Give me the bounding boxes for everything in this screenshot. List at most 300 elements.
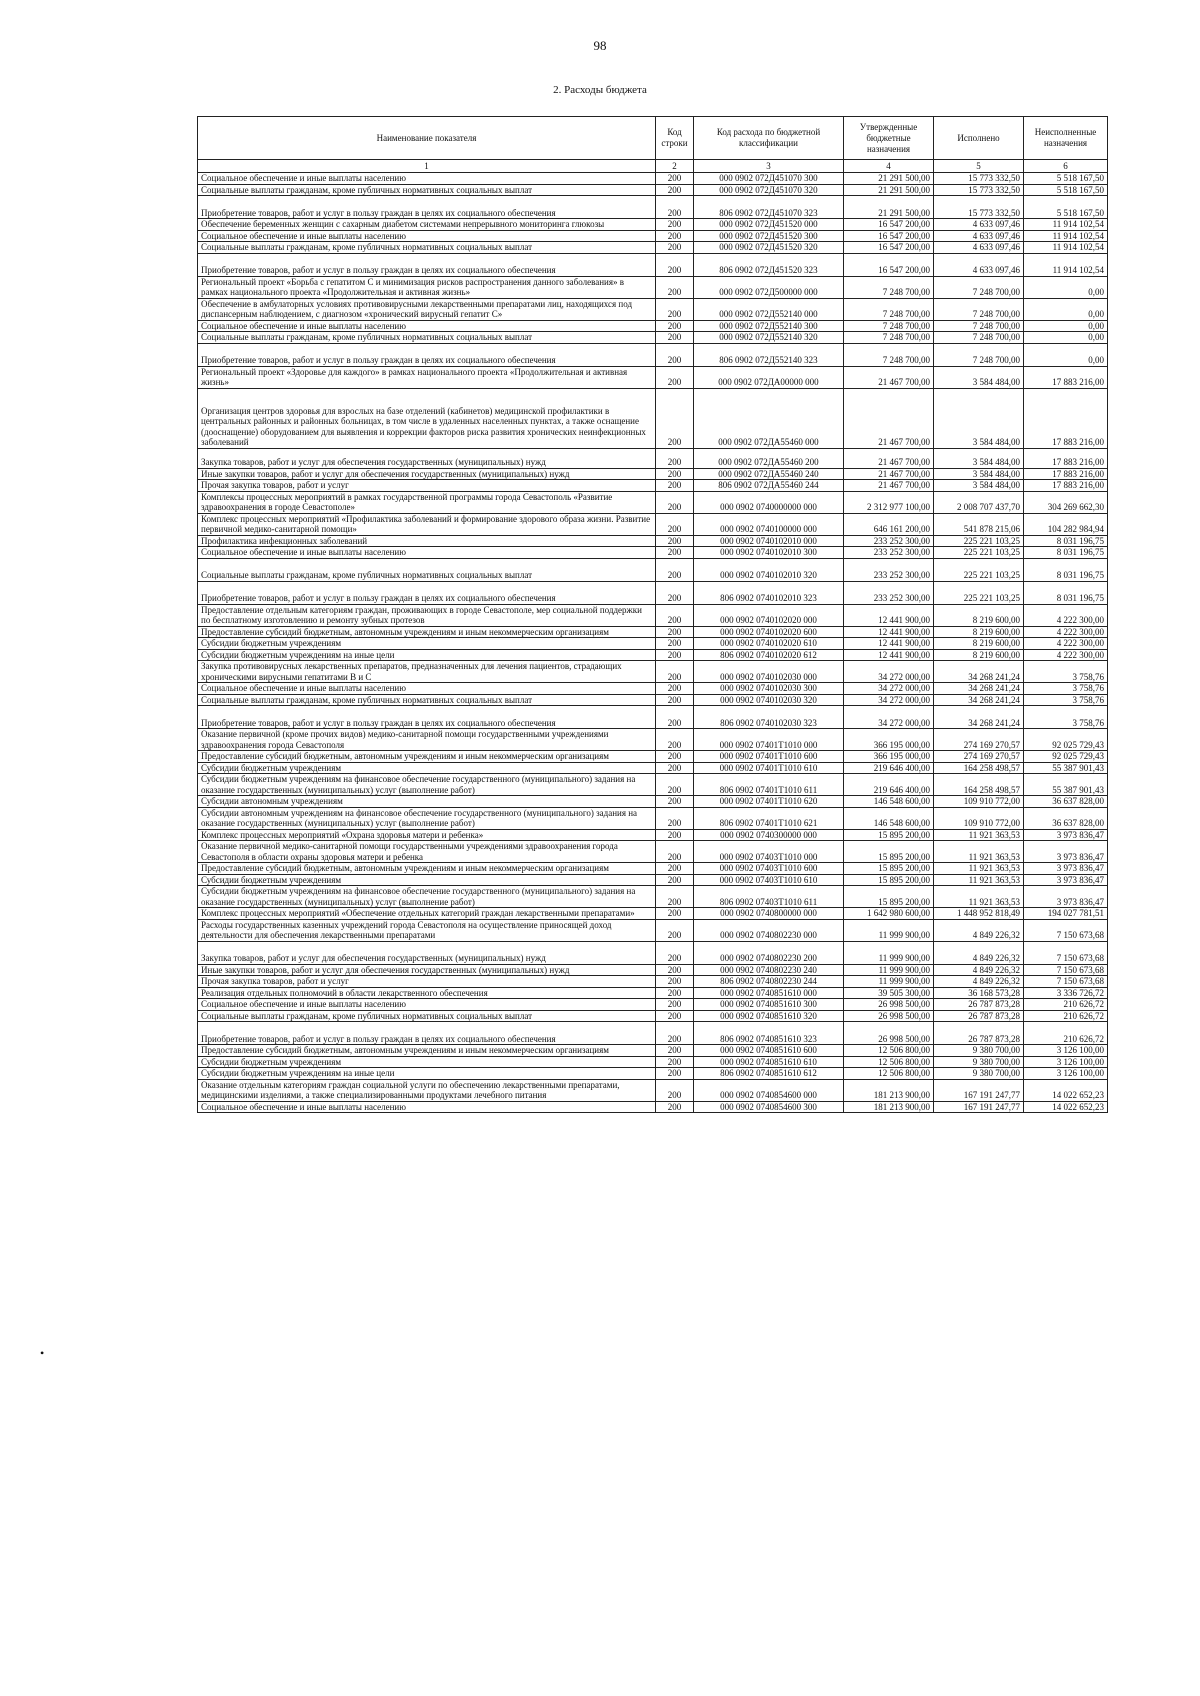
row-kbk-cell: 000 0902 0740802230 240: [694, 964, 844, 976]
row-executed-cell: 34 268 241,24: [934, 683, 1024, 695]
row-unexecuted-cell: 55 387 901,43: [1024, 774, 1108, 796]
row-approved-cell: 12 441 900,00: [844, 626, 934, 638]
row-unexecuted-cell: 3 126 100,00: [1024, 1045, 1108, 1057]
row-executed-cell: 26 787 873,28: [934, 1010, 1024, 1022]
row-approved-cell: 15 895 200,00: [844, 829, 934, 841]
row-code-cell: 200: [656, 343, 694, 366]
row-kbk-cell: 000 0902 07401Т1010 610: [694, 762, 844, 774]
row-name-cell: Социальные выплаты гражданам, кроме публичных нормативных социальных выплат: [198, 184, 656, 196]
row-name-cell: Социальное обеспечение и иные выплаты населению: [198, 1101, 656, 1113]
row-kbk-cell: 000 0902 072Д451520 320: [694, 242, 844, 254]
row-executed-cell: 26 787 873,28: [934, 1022, 1024, 1045]
row-unexecuted-cell: 11 914 102,54: [1024, 253, 1108, 276]
row-approved-cell: 21 467 700,00: [844, 448, 934, 468]
row-approved-cell: 21 291 500,00: [844, 196, 934, 219]
table-row: [198, 941, 1108, 964]
row-name-cell: Региональный проект «Здоровье для каждого» в рамках национального проекта «Продолжительная и активная жизнь»: [198, 366, 656, 388]
table-body: [198, 173, 1108, 1113]
column-header-name: Наименование показателя: [198, 117, 656, 160]
row-kbk-cell: 000 0902 072ДА55460 240: [694, 468, 844, 480]
row-kbk-cell: 806 0902 072Д451070 323: [694, 196, 844, 219]
row-code-cell: 200: [656, 1079, 694, 1101]
row-name-cell: Субсидии автономным учреждениям на финансовое обеспечение государственного (муниципального) задания на оказание государственных (муниципальных) услуг (выполнение работ): [198, 807, 656, 829]
row-name-cell: Приобретение товаров, работ и услуг в пользу граждан в целях их социального обеспечения: [198, 196, 656, 219]
row-executed-cell: 11 921 363,53: [934, 829, 1024, 841]
row-code-cell: 200: [656, 919, 694, 941]
row-kbk-cell: 000 0902 0740802230 200: [694, 941, 844, 964]
row-code-cell: 200: [656, 581, 694, 604]
row-kbk-cell: 000 0902 072Д451070 300: [694, 173, 844, 185]
row-kbk-cell: 000 0902 0740851610 300: [694, 999, 844, 1011]
row-approved-cell: 12 506 800,00: [844, 1068, 934, 1080]
table-row: [198, 320, 1108, 332]
row-approved-cell: 146 548 600,00: [844, 807, 934, 829]
row-unexecuted-cell: 5 518 167,50: [1024, 196, 1108, 219]
row-name-cell: Предоставление субсидий бюджетным, автономным учреждениям и иным некоммерческим организациям: [198, 863, 656, 875]
row-kbk-cell: 000 0902 0740102020 610: [694, 638, 844, 650]
row-code-cell: 200: [656, 863, 694, 875]
row-approved-cell: 15 895 200,00: [844, 886, 934, 908]
row-executed-cell: 7 248 700,00: [934, 298, 1024, 320]
row-kbk-cell: 000 0902 072Д552140 000: [694, 298, 844, 320]
table-row: [198, 1022, 1108, 1045]
row-kbk-cell: 000 0902 0740851610 600: [694, 1045, 844, 1057]
row-unexecuted-cell: 11 914 102,54: [1024, 242, 1108, 254]
row-code-cell: 200: [656, 626, 694, 638]
table-row: [198, 332, 1108, 344]
row-executed-cell: 4 633 097,46: [934, 242, 1024, 254]
row-code-cell: 200: [656, 219, 694, 231]
row-executed-cell: 4 849 226,32: [934, 919, 1024, 941]
row-name-cell: Комплекс процессных мероприятий «Обеспечение отдельных категорий граждан лекарственными препаратами»: [198, 908, 656, 920]
row-name-cell: Субсидии бюджетным учреждениям на иные цели: [198, 1068, 656, 1080]
row-executed-cell: 274 169 270,57: [934, 751, 1024, 763]
row-code-cell: 200: [656, 886, 694, 908]
row-kbk-cell: 000 0902 0740102020 600: [694, 626, 844, 638]
row-code-cell: 200: [656, 874, 694, 886]
column-number: 2: [656, 160, 694, 173]
row-approved-cell: 15 895 200,00: [844, 874, 934, 886]
row-kbk-cell: 806 0902 07403Т1010 611: [694, 886, 844, 908]
table-row: [198, 196, 1108, 219]
table-row: [198, 908, 1108, 920]
row-kbk-cell: 000 0902 0740102010 320: [694, 558, 844, 581]
table-row: [198, 964, 1108, 976]
row-kbk-cell: 000 0902 0740000000 000: [694, 491, 844, 513]
row-executed-cell: 109 910 772,00: [934, 796, 1024, 808]
row-unexecuted-cell: 3 758,76: [1024, 706, 1108, 729]
row-code-cell: 200: [656, 964, 694, 976]
row-unexecuted-cell: 8 031 196,75: [1024, 558, 1108, 581]
row-name-cell: Закупка товаров, работ и услуг для обеспечения государственных (муниципальных) нужд: [198, 941, 656, 964]
row-kbk-cell: 000 0902 0740102010 000: [694, 535, 844, 547]
column-header-executed: Исполнено: [934, 117, 1024, 160]
row-code-cell: 200: [656, 976, 694, 988]
column-number: 1: [198, 160, 656, 173]
row-unexecuted-cell: 92 025 729,43: [1024, 751, 1108, 763]
row-code-cell: 200: [656, 829, 694, 841]
row-name-cell: Социальное обеспечение и иные выплаты населению: [198, 320, 656, 332]
row-unexecuted-cell: 3 758,76: [1024, 661, 1108, 683]
row-unexecuted-cell: 4 222 300,00: [1024, 604, 1108, 626]
row-name-cell: Оказание первичной медико-санитарной помощи государственными учреждениями здравоохранения города Севастополя в области охраны здоровья матери и ребенка: [198, 841, 656, 863]
row-unexecuted-cell: 3 973 836,47: [1024, 886, 1108, 908]
row-kbk-cell: 000 0902 07401Т1010 000: [694, 729, 844, 751]
row-code-cell: 200: [656, 999, 694, 1011]
table-row: [198, 366, 1108, 388]
row-executed-cell: 164 258 498,57: [934, 762, 1024, 774]
row-approved-cell: 233 252 300,00: [844, 558, 934, 581]
table-row: [198, 1079, 1108, 1101]
row-executed-cell: 34 268 241,24: [934, 694, 1024, 706]
row-executed-cell: 11 921 363,53: [934, 841, 1024, 863]
row-name-cell: Приобретение товаров, работ и услуг в пользу граждан в целях их социального обеспечения: [198, 706, 656, 729]
table-row: [198, 841, 1108, 863]
row-name-cell: Социальное обеспечение и иные выплаты населению: [198, 999, 656, 1011]
row-unexecuted-cell: 55 387 901,43: [1024, 762, 1108, 774]
table-row: [198, 1101, 1108, 1113]
row-executed-cell: 7 248 700,00: [934, 332, 1024, 344]
row-approved-cell: 21 467 700,00: [844, 366, 934, 388]
row-approved-cell: 16 547 200,00: [844, 253, 934, 276]
row-kbk-cell: 000 0902 0740100000 000: [694, 513, 844, 535]
row-executed-cell: 8 219 600,00: [934, 638, 1024, 650]
row-approved-cell: 16 547 200,00: [844, 230, 934, 242]
row-unexecuted-cell: 7 150 673,68: [1024, 919, 1108, 941]
table-row: [198, 448, 1108, 468]
row-name-cell: Обеспечение в амбулаторных условиях противовирусными лекарственными препаратами лиц, находящихся под диспансерным наблюдением, с диагнозом «хронический вирусный гепатит С»: [198, 298, 656, 320]
row-code-cell: 200: [656, 729, 694, 751]
row-approved-cell: 26 998 500,00: [844, 999, 934, 1011]
row-approved-cell: 219 646 400,00: [844, 762, 934, 774]
table-row: [198, 513, 1108, 535]
row-executed-cell: 225 221 103,25: [934, 558, 1024, 581]
row-kbk-cell: 806 0902 072Д451520 323: [694, 253, 844, 276]
row-code-cell: 200: [656, 796, 694, 808]
row-approved-cell: 233 252 300,00: [844, 535, 934, 547]
row-kbk-cell: 000 0902 0740800000 000: [694, 908, 844, 920]
table-row: [198, 807, 1108, 829]
row-name-cell: Иные закупки товаров, работ и услуг для обеспечения государственных (муниципальных) нужд: [198, 964, 656, 976]
row-kbk-cell: 806 0902 072Д552140 323: [694, 343, 844, 366]
row-unexecuted-cell: 210 626,72: [1024, 1010, 1108, 1022]
column-number-row: [198, 160, 1108, 173]
row-executed-cell: 15 773 332,50: [934, 184, 1024, 196]
table-row: [198, 649, 1108, 661]
row-code-cell: 200: [656, 320, 694, 332]
row-executed-cell: 8 219 600,00: [934, 626, 1024, 638]
row-unexecuted-cell: 4 222 300,00: [1024, 649, 1108, 661]
row-approved-cell: 26 998 500,00: [844, 1022, 934, 1045]
row-code-cell: 200: [656, 491, 694, 513]
row-name-cell: Прочая закупка товаров, работ и услуг: [198, 480, 656, 492]
row-name-cell: Приобретение товаров, работ и услуг в пользу граждан в целях их социального обеспечения: [198, 343, 656, 366]
row-code-cell: 200: [656, 366, 694, 388]
row-unexecuted-cell: 0,00: [1024, 320, 1108, 332]
row-approved-cell: 11 999 900,00: [844, 919, 934, 941]
row-name-cell: Предоставление субсидий бюджетным, автономным учреждениям и иным некоммерческим организациям: [198, 1045, 656, 1057]
row-unexecuted-cell: 3 758,76: [1024, 683, 1108, 695]
table-row: [198, 987, 1108, 999]
row-unexecuted-cell: 104 282 984,94: [1024, 513, 1108, 535]
column-number: 4: [844, 160, 934, 173]
row-approved-cell: 21 467 700,00: [844, 388, 934, 448]
row-unexecuted-cell: 5 518 167,50: [1024, 173, 1108, 185]
row-kbk-cell: 000 0902 07401Т1010 620: [694, 796, 844, 808]
row-kbk-cell: 000 0902 0740851610 320: [694, 1010, 844, 1022]
row-code-cell: 200: [656, 276, 694, 298]
table-row: [198, 558, 1108, 581]
row-name-cell: Прочая закупка товаров, работ и услуг: [198, 976, 656, 988]
row-unexecuted-cell: 7 150 673,68: [1024, 941, 1108, 964]
row-approved-cell: 646 161 200,00: [844, 513, 934, 535]
row-code-cell: 200: [656, 535, 694, 547]
row-kbk-cell: 806 0902 0740102020 612: [694, 649, 844, 661]
column-number: 6: [1024, 160, 1108, 173]
row-code-cell: 200: [656, 694, 694, 706]
row-executed-cell: 15 773 332,50: [934, 196, 1024, 219]
row-code-cell: 200: [656, 173, 694, 185]
column-header-unexecuted: Неисполненные назначения: [1024, 117, 1108, 160]
row-approved-cell: 11 999 900,00: [844, 941, 934, 964]
row-unexecuted-cell: 0,00: [1024, 276, 1108, 298]
row-kbk-cell: 000 0902 072ДА55460 200: [694, 448, 844, 468]
row-executed-cell: 4 633 097,46: [934, 230, 1024, 242]
row-code-cell: 200: [656, 1101, 694, 1113]
row-name-cell: Социальное обеспечение и иные выплаты населению: [198, 173, 656, 185]
row-name-cell: Социальное обеспечение и иные выплаты населению: [198, 547, 656, 559]
table-row: [198, 762, 1108, 774]
row-executed-cell: 164 258 498,57: [934, 774, 1024, 796]
row-approved-cell: 12 441 900,00: [844, 649, 934, 661]
row-kbk-cell: 000 0902 072Д500000 000: [694, 276, 844, 298]
row-approved-cell: 16 547 200,00: [844, 219, 934, 231]
row-unexecuted-cell: 0,00: [1024, 298, 1108, 320]
row-unexecuted-cell: 0,00: [1024, 343, 1108, 366]
row-unexecuted-cell: 3 126 100,00: [1024, 1068, 1108, 1080]
row-name-cell: Предоставление отдельным категориям граждан, проживающих в городе Севастополе, мер социальной поддержки по бесплатному изготовлению и ремонту зубных протезов: [198, 604, 656, 626]
row-unexecuted-cell: 3 126 100,00: [1024, 1056, 1108, 1068]
row-kbk-cell: 000 0902 0740802230 000: [694, 919, 844, 941]
table-row: [198, 1056, 1108, 1068]
table-row: [198, 1068, 1108, 1080]
table-row: [198, 976, 1108, 988]
row-name-cell: Реализация отдельных полномочий в области лекарственного обеспечения: [198, 987, 656, 999]
table-row: [198, 706, 1108, 729]
row-executed-cell: 167 191 247,77: [934, 1079, 1024, 1101]
row-code-cell: 200: [656, 184, 694, 196]
row-approved-cell: 219 646 400,00: [844, 774, 934, 796]
row-code-cell: 200: [656, 649, 694, 661]
table-row: [198, 796, 1108, 808]
row-code-cell: 200: [656, 1022, 694, 1045]
row-code-cell: 200: [656, 751, 694, 763]
table-row: [198, 999, 1108, 1011]
row-approved-cell: 34 272 000,00: [844, 694, 934, 706]
row-name-cell: Социальные выплаты гражданам, кроме публичных нормативных социальных выплат: [198, 332, 656, 344]
row-name-cell: Предоставление субсидий бюджетным, автономным учреждениям и иным некоммерческим организациям: [198, 751, 656, 763]
row-code-cell: 200: [656, 448, 694, 468]
table-row: [198, 1045, 1108, 1057]
row-unexecuted-cell: 17 883 216,00: [1024, 366, 1108, 388]
row-executed-cell: 2 008 707 437,70: [934, 491, 1024, 513]
row-name-cell: Комплексы процессных мероприятий в рамках государственной программы города Севастополь «Развитие здравоохранения в городе Севастополе»: [198, 491, 656, 513]
row-unexecuted-cell: 194 027 781,51: [1024, 908, 1108, 920]
row-approved-cell: 11 999 900,00: [844, 976, 934, 988]
row-unexecuted-cell: 3 973 836,47: [1024, 841, 1108, 863]
row-executed-cell: 225 221 103,25: [934, 535, 1024, 547]
row-code-cell: 200: [656, 242, 694, 254]
row-code-cell: 200: [656, 547, 694, 559]
row-kbk-cell: 806 0902 0740102030 323: [694, 706, 844, 729]
row-unexecuted-cell: 8 031 196,75: [1024, 535, 1108, 547]
row-kbk-cell: 000 0902 0740102010 300: [694, 547, 844, 559]
expenses-table-container: [197, 116, 1107, 1113]
row-unexecuted-cell: 14 022 652,23: [1024, 1079, 1108, 1101]
row-code-cell: 200: [656, 683, 694, 695]
row-kbk-cell: 000 0902 0740854600 000: [694, 1079, 844, 1101]
row-executed-cell: 225 221 103,25: [934, 547, 1024, 559]
row-kbk-cell: 000 0902 072Д451070 320: [694, 184, 844, 196]
row-code-cell: 200: [656, 230, 694, 242]
row-executed-cell: 7 248 700,00: [934, 276, 1024, 298]
column-header-code: Код строки: [656, 117, 694, 160]
row-name-cell: Комплекс процессных мероприятий «Охрана здоровья матери и ребенка»: [198, 829, 656, 841]
row-code-cell: 200: [656, 941, 694, 964]
row-executed-cell: 109 910 772,00: [934, 807, 1024, 829]
row-kbk-cell: 000 0902 07403Т1010 600: [694, 863, 844, 875]
row-unexecuted-cell: 3 758,76: [1024, 694, 1108, 706]
row-unexecuted-cell: 17 883 216,00: [1024, 468, 1108, 480]
row-unexecuted-cell: 17 883 216,00: [1024, 448, 1108, 468]
column-number: 5: [934, 160, 1024, 173]
row-code-cell: 200: [656, 1068, 694, 1080]
column-header-approved: Утвержденные бюджетные назначения: [844, 117, 934, 160]
row-code-cell: 200: [656, 807, 694, 829]
table-row: [198, 230, 1108, 242]
row-approved-cell: 7 248 700,00: [844, 298, 934, 320]
row-approved-cell: 233 252 300,00: [844, 547, 934, 559]
row-kbk-cell: 000 0902 0740102030 300: [694, 683, 844, 695]
row-name-cell: Приобретение товаров, работ и услуг в пользу граждан в целях их социального обеспечения: [198, 581, 656, 604]
row-unexecuted-cell: 36 637 828,00: [1024, 796, 1108, 808]
row-executed-cell: 274 169 270,57: [934, 729, 1024, 751]
row-kbk-cell: 000 0902 0740102030 000: [694, 661, 844, 683]
row-code-cell: 200: [656, 480, 694, 492]
row-name-cell: Социальное обеспечение и иные выплаты населению: [198, 230, 656, 242]
row-executed-cell: 4 633 097,46: [934, 253, 1024, 276]
row-approved-cell: 12 506 800,00: [844, 1045, 934, 1057]
row-unexecuted-cell: 3 973 836,47: [1024, 863, 1108, 875]
row-code-cell: 200: [656, 196, 694, 219]
row-approved-cell: 12 506 800,00: [844, 1056, 934, 1068]
row-code-cell: 200: [656, 604, 694, 626]
row-executed-cell: 26 787 873,28: [934, 999, 1024, 1011]
row-executed-cell: 11 921 363,53: [934, 886, 1024, 908]
row-approved-cell: 7 248 700,00: [844, 332, 934, 344]
row-approved-cell: 12 441 900,00: [844, 638, 934, 650]
table-row: [198, 626, 1108, 638]
row-unexecuted-cell: 8 031 196,75: [1024, 547, 1108, 559]
row-approved-cell: 12 441 900,00: [844, 604, 934, 626]
row-code-cell: 200: [656, 1045, 694, 1057]
row-name-cell: Иные закупки товаров, работ и услуг для обеспечения государственных (муниципальных) нужд: [198, 468, 656, 480]
row-name-cell: Расходы государственных казенных учреждений города Севастополя на осуществление приносящей доход деятельности для обеспечения лекарственными препаратами: [198, 919, 656, 941]
row-executed-cell: 11 921 363,53: [934, 874, 1024, 886]
row-executed-cell: 8 219 600,00: [934, 649, 1024, 661]
row-approved-cell: 7 248 700,00: [844, 276, 934, 298]
row-unexecuted-cell: 7 150 673,68: [1024, 976, 1108, 988]
row-name-cell: Субсидии бюджетным учреждениям: [198, 1056, 656, 1068]
table-row: [198, 535, 1108, 547]
row-unexecuted-cell: 4 222 300,00: [1024, 638, 1108, 650]
row-kbk-cell: 000 0902 0740851610 000: [694, 987, 844, 999]
row-name-cell: Социальные выплаты гражданам, кроме публичных нормативных социальных выплат: [198, 694, 656, 706]
table-row: [198, 343, 1108, 366]
row-name-cell: Приобретение товаров, работ и услуг в пользу граждан в целях их социального обеспечения: [198, 253, 656, 276]
row-kbk-cell: 000 0902 072Д451520 300: [694, 230, 844, 242]
row-executed-cell: 3 584 484,00: [934, 388, 1024, 448]
row-approved-cell: 34 272 000,00: [844, 661, 934, 683]
row-name-cell: Субсидии бюджетным учреждениям на финансовое обеспечение государственного (муниципального) задания на оказание государственных (муниципальных) услуг (выполнение работ): [198, 886, 656, 908]
row-code-cell: 200: [656, 1010, 694, 1022]
column-header-kbk: Код расхода по бюджетной классификации: [694, 117, 844, 160]
table-row: [198, 919, 1108, 941]
row-approved-cell: 146 548 600,00: [844, 796, 934, 808]
row-executed-cell: 34 268 241,24: [934, 706, 1024, 729]
row-executed-cell: 1 448 952 818,49: [934, 908, 1024, 920]
row-approved-cell: 39 505 300,00: [844, 987, 934, 999]
row-kbk-cell: 000 0902 072Д552140 300: [694, 320, 844, 332]
row-executed-cell: 225 221 103,25: [934, 581, 1024, 604]
row-approved-cell: 181 213 900,00: [844, 1101, 934, 1113]
row-unexecuted-cell: 36 637 828,00: [1024, 807, 1108, 829]
table-row: [198, 173, 1108, 185]
row-kbk-cell: 000 0902 072Д451520 000: [694, 219, 844, 231]
row-kbk-cell: 806 0902 072ДА55460 244: [694, 480, 844, 492]
row-code-cell: 200: [656, 298, 694, 320]
table-row: [198, 184, 1108, 196]
row-unexecuted-cell: 7 150 673,68: [1024, 964, 1108, 976]
row-unexecuted-cell: 3 336 726,72: [1024, 987, 1108, 999]
stray-mark: •: [40, 1346, 45, 1360]
row-kbk-cell: 000 0902 0740102020 000: [694, 604, 844, 626]
row-unexecuted-cell: 304 269 662,30: [1024, 491, 1108, 513]
row-approved-cell: 15 895 200,00: [844, 863, 934, 875]
row-kbk-cell: 000 0902 0740854600 300: [694, 1101, 844, 1113]
table-row: [198, 751, 1108, 763]
row-unexecuted-cell: 8 031 196,75: [1024, 581, 1108, 604]
row-name-cell: Организация центров здоровья для взрослых на базе отделений (кабинетов) медицинской профилактики в центральных районных и районных больницах, в том числе в удаленных населенных пунктах, а также оснащение (дооснащение) оборудованием для выявления и коррекции факторов риска развития хронических неинфекционных заболеваний: [198, 388, 656, 448]
table-row: [198, 683, 1108, 695]
row-approved-cell: 11 999 900,00: [844, 964, 934, 976]
table-row: [198, 547, 1108, 559]
row-kbk-cell: 000 0902 072ДА55460 000: [694, 388, 844, 448]
row-approved-cell: 366 195 000,00: [844, 751, 934, 763]
row-name-cell: Закупка товаров, работ и услуг для обеспечения государственных (муниципальных) нужд: [198, 448, 656, 468]
table-row: [198, 774, 1108, 796]
row-name-cell: Обеспечение беременных женщин с сахарным диабетом системами непрерывного мониторинга глюкозы: [198, 219, 656, 231]
table-row: [198, 886, 1108, 908]
row-executed-cell: 3 584 484,00: [934, 480, 1024, 492]
row-executed-cell: 3 584 484,00: [934, 448, 1024, 468]
row-approved-cell: 21 291 500,00: [844, 173, 934, 185]
row-name-cell: Приобретение товаров, работ и услуг в пользу граждан в целях их социального обеспечения: [198, 1022, 656, 1045]
row-unexecuted-cell: 11 914 102,54: [1024, 230, 1108, 242]
row-kbk-cell: 000 0902 0740102030 320: [694, 694, 844, 706]
table-row: [198, 874, 1108, 886]
row-executed-cell: 8 219 600,00: [934, 604, 1024, 626]
